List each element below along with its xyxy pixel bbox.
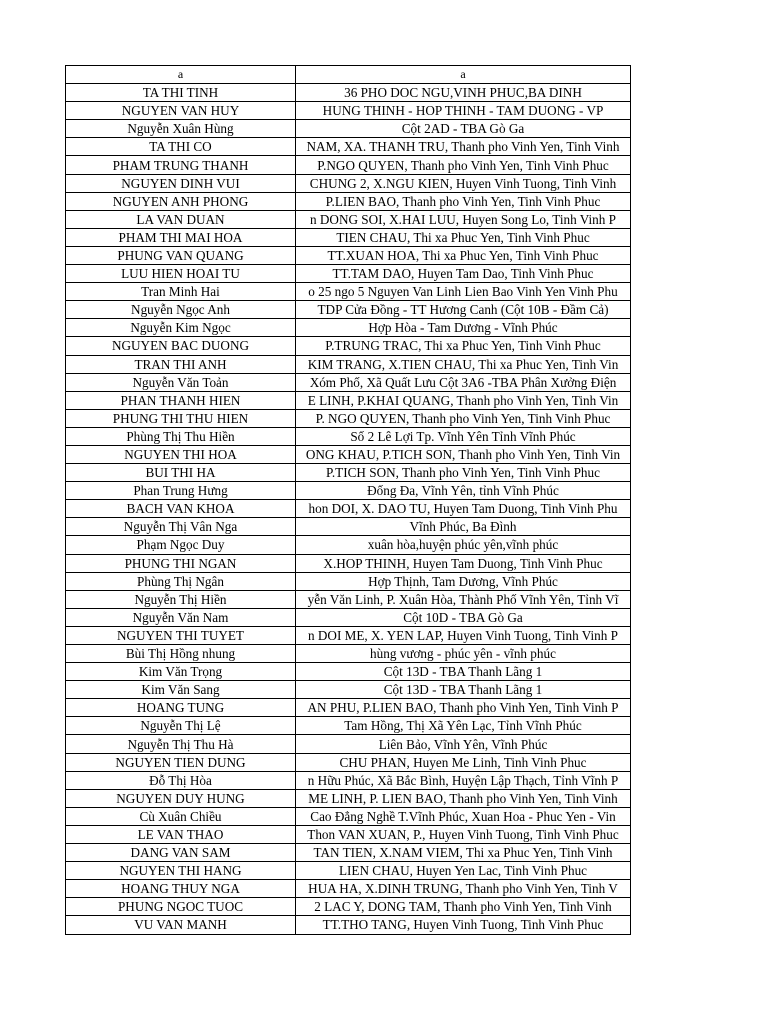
- address-cell: P.LIEN BAO, Thanh pho Vinh Yen, Tinh Vinh Phuc: [296, 192, 631, 210]
- name-cell: PHAM TRUNG THANH: [66, 156, 296, 174]
- name-cell: Nguyễn Kim Ngọc: [66, 319, 296, 337]
- address-cell: TDP Cửa Đồng - TT Hương Canh (Cột 10B - Đầm Cả): [296, 301, 631, 319]
- address-cell: Cột 10D - TBA Gò Ga: [296, 608, 631, 626]
- address-cell: TAN TIEN, X.NAM VIEM, Thi xa Phuc Yen, Tinh Vinh: [296, 844, 631, 862]
- address-cell: Cột 2AD - TBA Gò Ga: [296, 120, 631, 138]
- table-row: [66, 337, 631, 355]
- address-cell: ONG KHAU, P.TICH SON, Thanh pho Vinh Yen, Tinh Vin: [296, 445, 631, 463]
- name-cell: PHUNG THI THU HIEN: [66, 409, 296, 427]
- table-row: [66, 681, 631, 699]
- address-cell: Thon VAN XUAN, P., Huyen Vinh Tuong, Tinh Vinh Phuc: [296, 825, 631, 843]
- table-row: [66, 825, 631, 843]
- column-header-address: a: [296, 66, 631, 84]
- table-row: [66, 391, 631, 409]
- table-row: [66, 84, 631, 102]
- name-cell: PHUNG NGOC TUOC: [66, 898, 296, 916]
- address-cell: Cột 13D - TBA Thanh Lãng 1: [296, 663, 631, 681]
- table-row: [66, 554, 631, 572]
- table-row: [66, 572, 631, 590]
- name-cell: Nguyễn Thị Hiền: [66, 590, 296, 608]
- address-cell: LIEN CHAU, Huyen Yen Lac, Tinh Vinh Phuc: [296, 862, 631, 880]
- name-cell: PHUNG THI NGAN: [66, 554, 296, 572]
- address-cell: E LINH, P.KHAI QUANG, Thanh pho Vinh Yen, Tinh Vin: [296, 391, 631, 409]
- address-cell: NAM, XA. THANH TRU, Thanh pho Vinh Yen, Tinh Vinh: [296, 138, 631, 156]
- name-cell: Kim Văn Trọng: [66, 663, 296, 681]
- name-cell: TA THI TINH: [66, 84, 296, 102]
- table-row: [66, 844, 631, 862]
- name-cell: LA VAN DUAN: [66, 210, 296, 228]
- table-row: [66, 301, 631, 319]
- name-cell: BACH VAN KHOA: [66, 500, 296, 518]
- name-cell: Bùi Thị Hồng nhung: [66, 645, 296, 663]
- address-cell: n Hữu Phúc, Xã Bắc Bình, Huyện Lập Thạch, Tỉnh Vĩnh P: [296, 771, 631, 789]
- address-cell: HUNG THINH - HOP THINH - TAM DUONG - VP: [296, 102, 631, 120]
- name-cell: Nguyễn Xuân Hùng: [66, 120, 296, 138]
- name-cell: LE VAN THAO: [66, 825, 296, 843]
- spreadsheet-page: [65, 65, 630, 935]
- table-row: [66, 246, 631, 264]
- name-cell: LUU HIEN HOAI TU: [66, 265, 296, 283]
- name-cell: PHAN THANH HIEN: [66, 391, 296, 409]
- address-cell: TT.THO TANG, Huyen Vinh Tuong, Tinh Vinh Phuc: [296, 916, 631, 934]
- address-cell: yễn Văn Linh, P. Xuân Hòa, Thành Phố Vĩnh Yên, Tỉnh Vĩ: [296, 590, 631, 608]
- name-cell: NGUYEN BAC DUONG: [66, 337, 296, 355]
- table-row: [66, 608, 631, 626]
- name-cell: NGUYEN VAN HUY: [66, 102, 296, 120]
- name-cell: NGUYEN THI TUYET: [66, 626, 296, 644]
- name-cell: TRAN THI ANH: [66, 355, 296, 373]
- table-row: [66, 862, 631, 880]
- address-cell: TT.XUAN HOA, Thi xa Phuc Yen, Tinh Vinh Phuc: [296, 246, 631, 264]
- table-row: [66, 283, 631, 301]
- table-row: [66, 210, 631, 228]
- address-cell: ME LINH, P. LIEN BAO, Thanh pho Vinh Yen, Tinh Vinh: [296, 789, 631, 807]
- address-cell: Vĩnh Phúc, Ba Đình: [296, 518, 631, 536]
- address-cell: Hợp Thịnh, Tam Dương, Vĩnh Phúc: [296, 572, 631, 590]
- address-cell: Xóm Phố, Xã Quất Lưu Cột 3A6 -TBA Phân Xưởng Điện: [296, 373, 631, 391]
- name-cell: Nguyễn Thị Vân Nga: [66, 518, 296, 536]
- name-cell: Đỗ Thị Hòa: [66, 771, 296, 789]
- customer-table: [65, 65, 631, 935]
- table-row: [66, 445, 631, 463]
- address-cell: o 25 ngo 5 Nguyen Van Linh Lien Bao Vinh Yen Vinh Phu: [296, 283, 631, 301]
- address-cell: AN PHU, P.LIEN BAO, Thanh pho Vinh Yen, Tinh Vinh P: [296, 699, 631, 717]
- table-row: [66, 699, 631, 717]
- name-cell: NGUYEN ANH PHONG: [66, 192, 296, 210]
- table-row: [66, 735, 631, 753]
- name-cell: NGUYEN DUY HUNG: [66, 789, 296, 807]
- address-cell: Số 2 Lê Lợi Tp. Vĩnh Yên Tỉnh Vĩnh Phúc: [296, 427, 631, 445]
- column-header-name: a: [66, 66, 296, 84]
- name-cell: HOANG THUY NGA: [66, 880, 296, 898]
- address-cell: P.TRUNG TRAC, Thi xa Phuc Yen, Tinh Vinh Phuc: [296, 337, 631, 355]
- address-cell: 2 LAC Y, DONG TAM, Thanh pho Vinh Yen, Tinh Vinh: [296, 898, 631, 916]
- table-row: [66, 645, 631, 663]
- address-cell: Cột 13D - TBA Thanh Lãng 1: [296, 681, 631, 699]
- table-row: [66, 464, 631, 482]
- address-cell: n DONG SOI, X.HAI LUU, Huyen Song Lo, Tinh Vinh P: [296, 210, 631, 228]
- table-row: [66, 590, 631, 608]
- address-cell: Đống Đa, Vĩnh Yên, tỉnh Vĩnh Phúc: [296, 482, 631, 500]
- name-cell: Tran Minh Hai: [66, 283, 296, 301]
- table-row: [66, 807, 631, 825]
- name-cell: Nguyễn Ngọc Anh: [66, 301, 296, 319]
- table-row: [66, 753, 631, 771]
- table-row: [66, 373, 631, 391]
- address-cell: hùng vương - phúc yên - vĩnh phúc: [296, 645, 631, 663]
- address-cell: 36 PHO DOC NGU,VINH PHUC,BA DINH: [296, 84, 631, 102]
- name-cell: Nguyễn Văn Nam: [66, 608, 296, 626]
- address-cell: CHUNG 2, X.NGU KIEN, Huyen Vinh Tuong, Tinh Vinh: [296, 174, 631, 192]
- address-cell: Liên Bảo, Vĩnh Yên, Vĩnh Phúc: [296, 735, 631, 753]
- name-cell: Phạm Ngọc Duy: [66, 536, 296, 554]
- table-row: [66, 717, 631, 735]
- address-cell: P. NGO QUYEN, Thanh pho Vinh Yen, Tinh Vinh Phuc: [296, 409, 631, 427]
- name-cell: Nguyễn Văn Toản: [66, 373, 296, 391]
- address-cell: X.HOP THINH, Huyen Tam Duong, Tinh Vinh Phuc: [296, 554, 631, 572]
- table-row: [66, 898, 631, 916]
- name-cell: BUI THI HA: [66, 464, 296, 482]
- address-cell: Tam Hồng, Thị Xã Yên Lạc, Tỉnh Vĩnh Phúc: [296, 717, 631, 735]
- table-row: [66, 771, 631, 789]
- name-cell: NGUYEN DINH VUI: [66, 174, 296, 192]
- name-cell: Kim Văn Sang: [66, 681, 296, 699]
- table-row: [66, 120, 631, 138]
- address-cell: Cao Đẳng Nghề T.Vĩnh Phúc, Xuan Hoa - Phuc Yen - Vin: [296, 807, 631, 825]
- table-row: [66, 536, 631, 554]
- address-cell: P.TICH SON, Thanh pho Vinh Yen, Tinh Vinh Phuc: [296, 464, 631, 482]
- table-row: [66, 228, 631, 246]
- address-cell: TT.TAM DAO, Huyen Tam Dao, Tinh Vinh Phuc: [296, 265, 631, 283]
- table-row: [66, 192, 631, 210]
- table-row: [66, 789, 631, 807]
- address-cell: CHU PHAN, Huyen Me Linh, Tinh Vinh Phuc: [296, 753, 631, 771]
- name-cell: Nguyễn Thị Lệ: [66, 717, 296, 735]
- table-row: [66, 409, 631, 427]
- address-cell: xuân hòa,huyện phúc yên,vĩnh phúc: [296, 536, 631, 554]
- address-cell: P.NGO QUYEN, Thanh pho Vinh Yen, Tinh Vinh Phuc: [296, 156, 631, 174]
- table-row: [66, 880, 631, 898]
- table-row: [66, 102, 631, 120]
- header-row: [66, 66, 631, 84]
- name-cell: Cù Xuân Chiều: [66, 807, 296, 825]
- table-row: [66, 156, 631, 174]
- table-row: [66, 138, 631, 156]
- table-body: [66, 84, 631, 934]
- name-cell: PHAM THI MAI HOA: [66, 228, 296, 246]
- name-cell: Phùng Thị Thu Hiền: [66, 427, 296, 445]
- table-row: [66, 482, 631, 500]
- name-cell: DANG VAN SAM: [66, 844, 296, 862]
- name-cell: VU VAN MANH: [66, 916, 296, 934]
- name-cell: Phùng Thị Ngân: [66, 572, 296, 590]
- name-cell: Phan Trung Hưng: [66, 482, 296, 500]
- table-row: [66, 916, 631, 934]
- table-row: [66, 174, 631, 192]
- table-row: [66, 518, 631, 536]
- table-row: [66, 663, 631, 681]
- name-cell: NGUYEN THI HANG: [66, 862, 296, 880]
- address-cell: HUA HA, X.DINH TRUNG, Thanh pho Vinh Yen, Tinh V: [296, 880, 631, 898]
- name-cell: HOANG TUNG: [66, 699, 296, 717]
- table-row: [66, 355, 631, 373]
- name-cell: NGUYEN TIEN DUNG: [66, 753, 296, 771]
- name-cell: TA THI CO: [66, 138, 296, 156]
- name-cell: PHUNG VAN QUANG: [66, 246, 296, 264]
- table-row: [66, 319, 631, 337]
- address-cell: hon DOI, X. DAO TU, Huyen Tam Duong, Tinh Vinh Phu: [296, 500, 631, 518]
- name-cell: Nguyễn Thị Thu Hà: [66, 735, 296, 753]
- address-cell: n DOI ME, X. YEN LAP, Huyen Vinh Tuong, Tinh Vinh P: [296, 626, 631, 644]
- address-cell: Hợp Hòa - Tam Dương - Vĩnh Phúc: [296, 319, 631, 337]
- table-row: [66, 265, 631, 283]
- table-row: [66, 626, 631, 644]
- address-cell: TIEN CHAU, Thi xa Phuc Yen, Tinh Vinh Phuc: [296, 228, 631, 246]
- address-cell: KIM TRANG, X.TIEN CHAU, Thi xa Phuc Yen, Tinh Vin: [296, 355, 631, 373]
- table-row: [66, 500, 631, 518]
- table-row: [66, 427, 631, 445]
- name-cell: NGUYEN THI HOA: [66, 445, 296, 463]
